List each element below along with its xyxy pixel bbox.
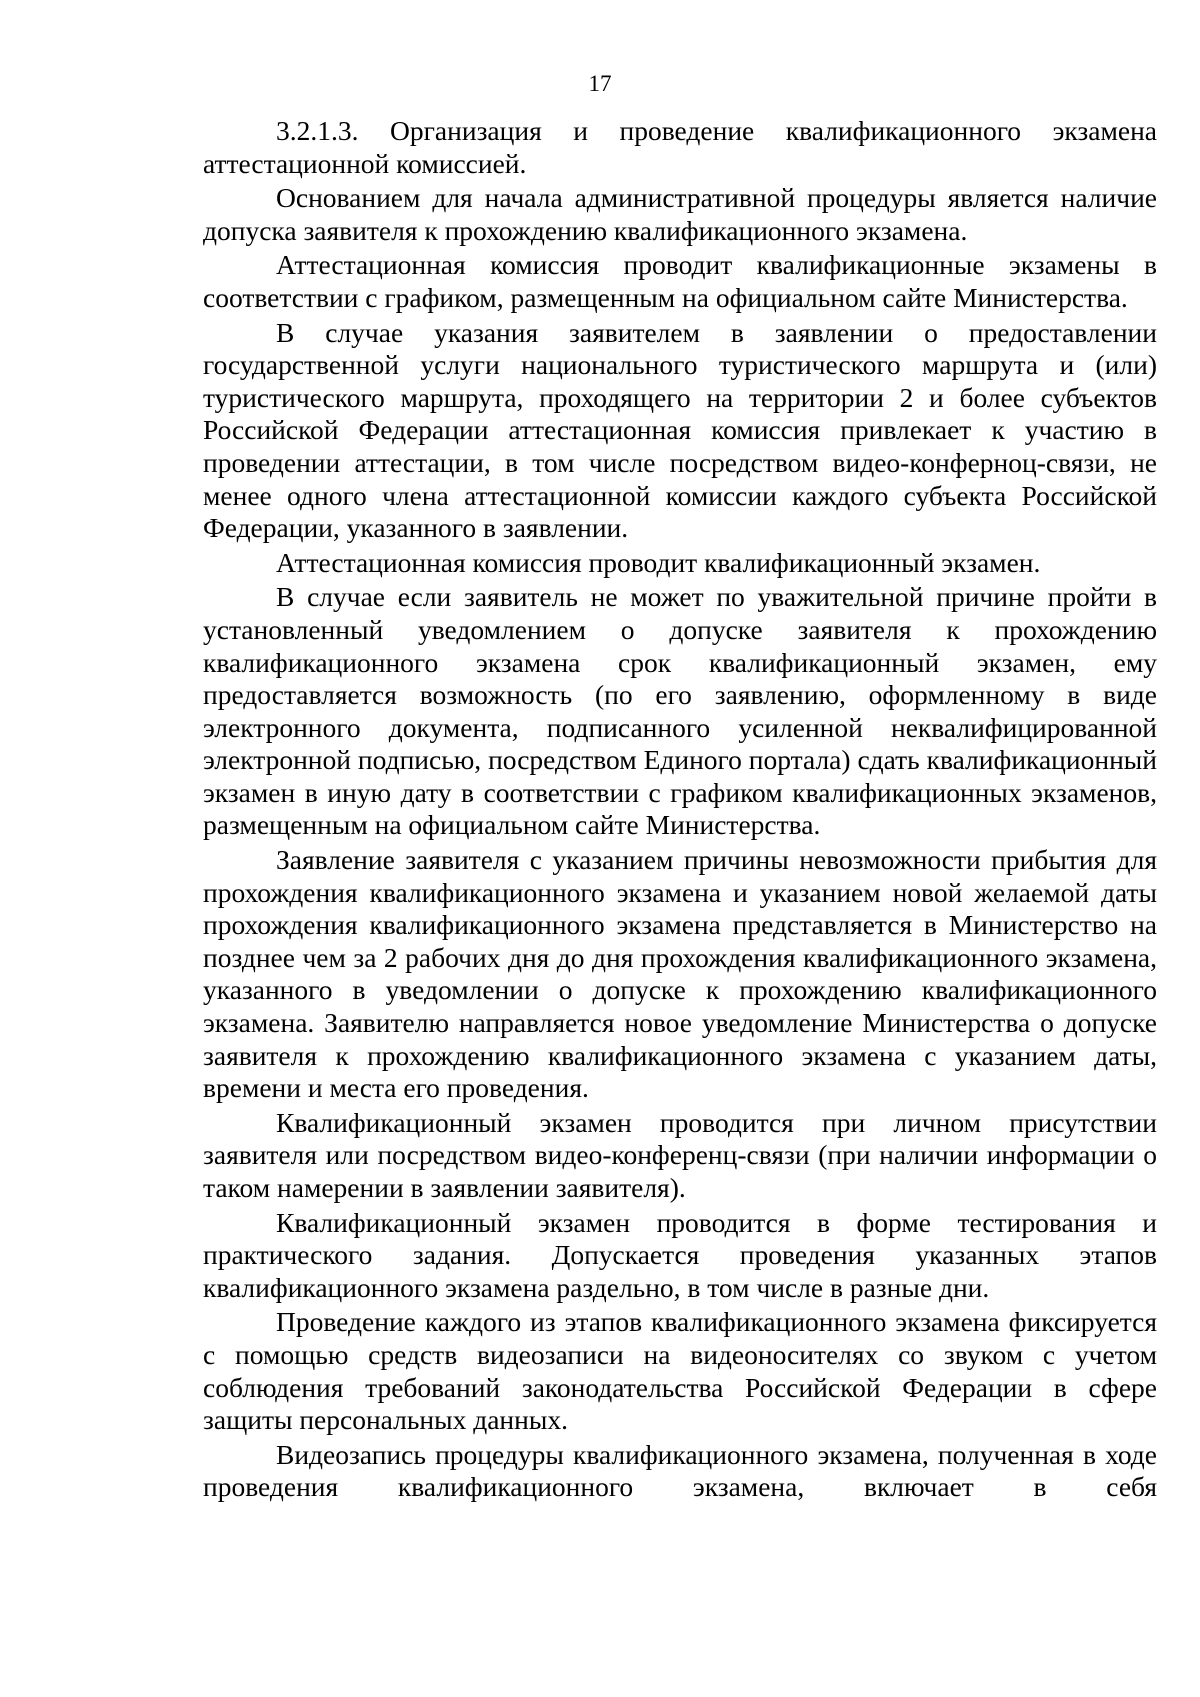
- paragraph-basis: Основанием для начала административной процедуры является наличие допуска заявителя к прохождению квалификационного экзамена.: [203, 182, 1157, 246]
- paragraph-reschedule: В случае если заявитель не может по уважительной причине пройти в установленный уведомлением о допуске заявителя к прохождению квалификационного экзамена срок квалификационный экзамен, ему предоставляется возможность (по его заявлению, оформленному в виде электронного документа, подписанного усиленной неквалифицированной электронной подписью, посредством Единого портала) сдать квалификационный экзамен в иную дату в соответствии с графиком квалификационных экзаменов, размещенным на официальном сайте Министерства.: [203, 581, 1157, 841]
- document-body: [203, 115, 1157, 1506]
- paragraph-video-contents: Видеозапись процедуры квалификационного экзамена, полученная в ходе проведения квалификационного экзамена, включает в себя: [203, 1438, 1157, 1503]
- paragraph-schedule: Аттестационная комиссия проводит квалификационные экзамены в соответствии с графиком, размещенным на официальном сайте Министерства.: [203, 249, 1157, 313]
- page-number: 17: [588, 71, 612, 96]
- paragraph-format: Квалификационный экзамен проводится в форме тестирования и практического задания. Допускается проведения указанных этапов квалификационного экзамена раздельно, в том числе в разные дни.: [203, 1206, 1157, 1303]
- paragraph-section-heading: 3.2.1.3. Организация и проведение квалификационного экзамена аттестационной комиссией.: [203, 115, 1157, 179]
- paragraph-application: Заявление заявителя с указанием причины невозможности прибытия для прохождения квалификационного экзамена и указанием новой желаемой даты прохождения квалификационного экзамена представляется в Министерство на позднее чем за 2 рабочих дня до дня прохождения квалификационного экзамена, указанного в уведомлении о допуске к прохождению квалификационного экзамена. Заявителю направляется новое уведомление Министерства о допуске заявителя к прохождению квалификационного экзамена с указанием даты, времени и места его проведения.: [203, 844, 1157, 1104]
- paragraph-video-recording: Проведение каждого из этапов квалификационного экзамена фиксируется с помощью средств видеозаписи на видеоносителях со звуком с учетом соблюдения требований законодательства Российской Федерации в сфере защиты персональных данных.: [203, 1306, 1157, 1436]
- paragraph-multi-region: В случае указания заявителем в заявлении о предоставлении государственной услуги национального туристического маршрута и (или) туристического маршрута, проходящего на территории 2 и более субъектов Российской Федерации аттестационная комиссия привлекает к участию в проведении аттестации, в том числе посредством видео-конферноц-связи, не менее одного члена аттестационной комиссии каждого субъекта Российской Федерации, указанного в заявлении.: [203, 316, 1157, 544]
- paragraph-exam: Аттестационная комиссия проводит квалификационный экзамен.: [276, 546, 1041, 578]
- paragraph-presence: Квалификационный экзамен проводится при личном присутствии заявителя или посредством видео-конференц-связи (при наличии информации о таком намерении в заявлении заявителя).: [203, 1106, 1157, 1203]
